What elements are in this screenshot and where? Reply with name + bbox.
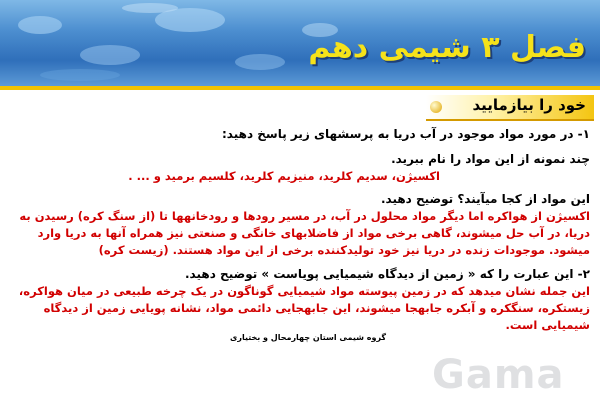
answer-2: این جمله نشان میدهد که در زمین پیوسته مواد شیمیایی گوناگون در یک چرخه طبیعی در میان هواکره، زیستکره، سنگکره و آبکره جابهجا میشوند، این جابهجایی دائمی مواد، نشانه پویایی زمین از دیدگاه شیمیایی است.	[18, 284, 590, 332]
question-1: ۱- در مورد مواد موجود در آب دریا به پرسشهای زیر پاسخ دهید:	[222, 127, 590, 141]
question-1-part-1: چند نمونه از این مواد را نام ببرید.	[391, 152, 590, 166]
chapter-title: فصل ۳ شیمی دهم	[308, 30, 586, 65]
gama-watermark: Gama	[432, 352, 565, 398]
section-header	[426, 95, 594, 121]
content-body	[10, 126, 590, 334]
bullet-icon	[430, 101, 442, 113]
section-title: خود را بیازمایید	[472, 96, 586, 114]
banner-divider	[0, 86, 600, 90]
header-banner	[0, 0, 600, 86]
answer-1-part-2: اکسیژن از هواکره اما دیگر مواد محلول در آب، در مسیر رودها و رودخانهها تا (از سنگ کره) رسیدن به دریا، در آب حل میشوند، گاهی برخی مواد از فاضلابهای خانگی و صنعتی نیز همراه آنها به دریا وارد میشود. موجودات زنده در دریا نیز خود تولیدکننده برخی از این مواد هستند. (زیست کره)	[19, 209, 590, 257]
question-2: ۲- این عبارت را که « زمین از دیدگاه شیمیایی پویاست » توضیح دهید.	[185, 267, 590, 281]
question-1-part-2: این مواد از کجا میآیند؟ توضیح دهید.	[380, 192, 590, 206]
answer-1-part-1: اکسیژن، سدیم کلرید، منیزیم کلرید، کلسیم برمید و ... .	[128, 169, 440, 183]
footer-credit: گروه شیمی استان چهارمحال و بختیاری	[230, 333, 387, 342]
